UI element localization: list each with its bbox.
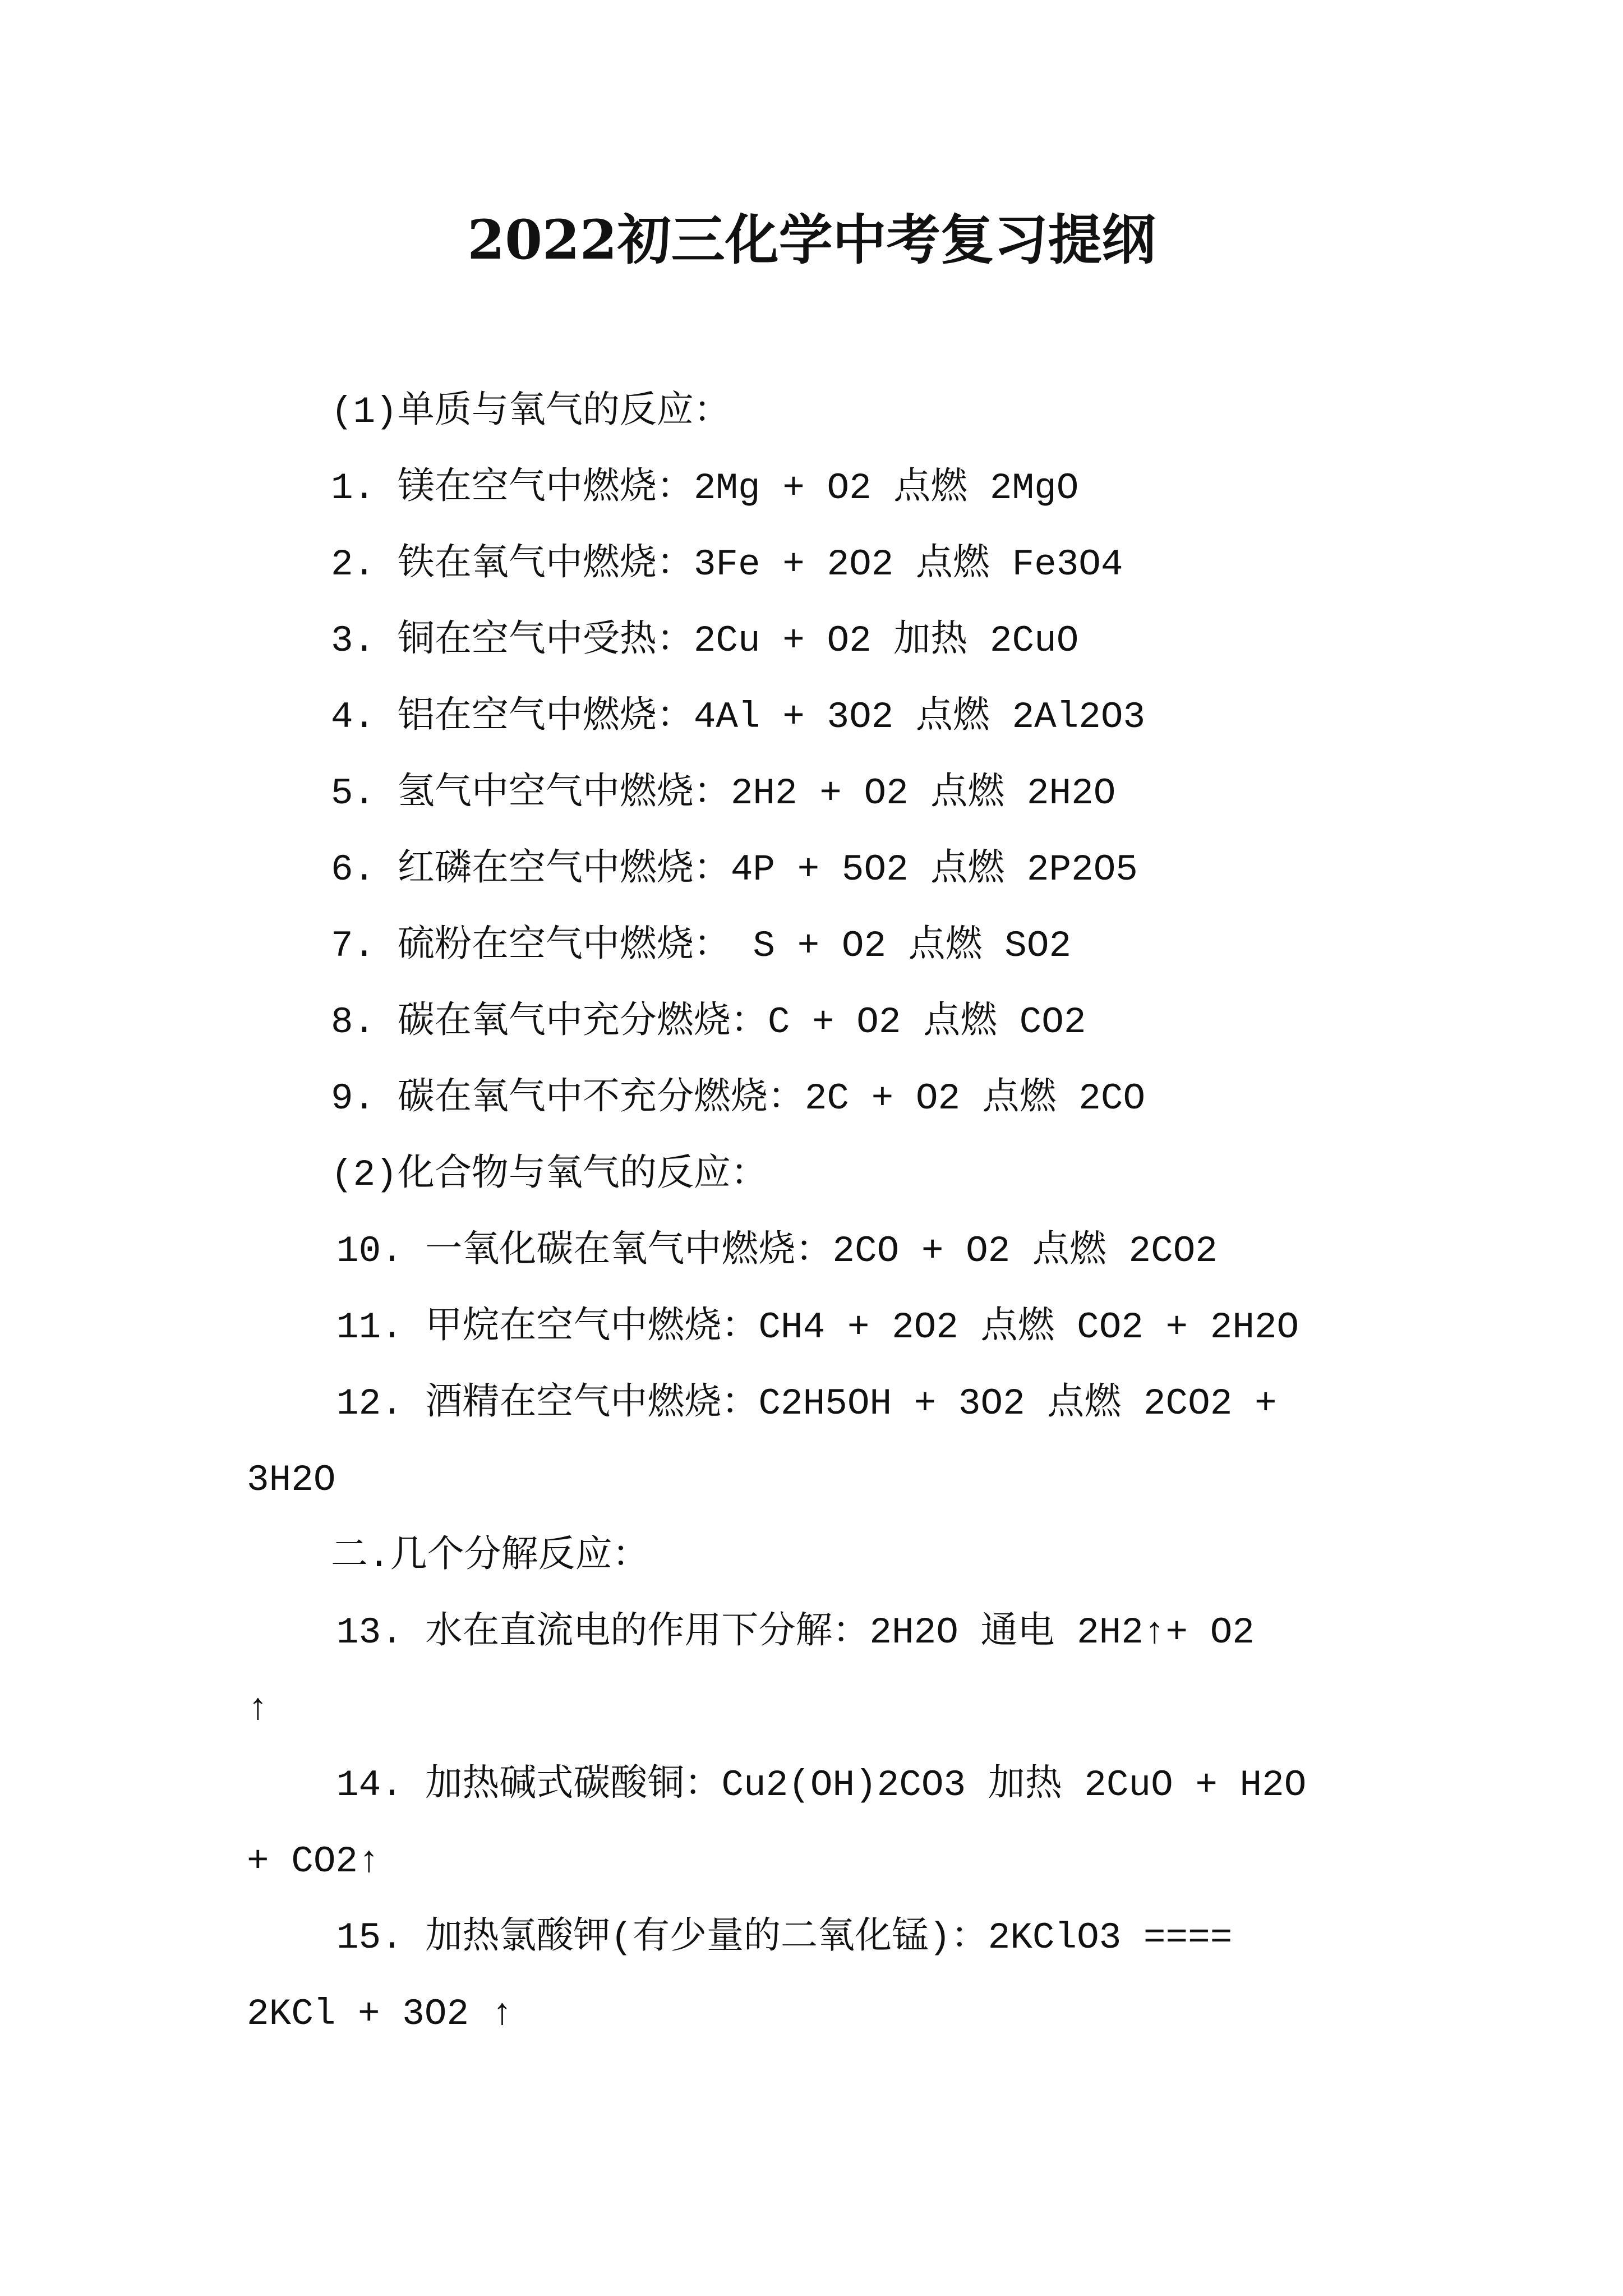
equation-continuation: 2KCl + 3O2 ↑ bbox=[247, 1993, 514, 2035]
equation-line: 2. 铁在氧气中燃烧：3Fe + 2O2 点燃 Fe3O4 bbox=[331, 544, 1123, 586]
equation-line: 5. 氢气中空气中燃烧：2H2 + O2 点燃 2H2O bbox=[331, 772, 1116, 815]
section-heading: (1)单质与氧气的反应： bbox=[331, 391, 731, 433]
equation-line: 14. 加热碱式碳酸铜：Cu2(OH)2CO3 加热 2CuO + H2O bbox=[336, 1764, 1307, 1806]
equation-line: 3. 铜在空气中受热：2Cu + O2 加热 2CuO bbox=[331, 620, 1079, 662]
equation-line: 15. 加热氯酸钾(有少量的二氧化锰)：2KClO3 ==== bbox=[336, 1917, 1233, 1959]
equation-line: 7. 硫粉在空气中燃烧： S + O2 点燃 SO2 bbox=[331, 925, 1072, 967]
equation-line: 8. 碳在氧气中充分燃烧：C + O2 点燃 CO2 bbox=[331, 1001, 1086, 1043]
equation-line: 9. 碳在氧气中不充分燃烧：2C + O2 点燃 2CO bbox=[331, 1078, 1146, 1120]
equation-line: 13. 水在直流电的作用下分解：2H2O 通电 2H2↑+ O2 bbox=[336, 1612, 1255, 1654]
section-heading: (2)化合物与氧气的反应： bbox=[331, 1154, 768, 1196]
document-title: 2022初三化学中考复习提纲 bbox=[467, 208, 1156, 272]
equation-line: 6. 红磷在空气中燃烧：4P + 5O2 点燃 2P2O5 bbox=[331, 849, 1138, 891]
equation-line: 11. 甲烷在空气中燃烧：CH4 + 2O2 点燃 CO2 + 2H2O bbox=[336, 1306, 1299, 1349]
equation-line: 10. 一氧化碳在氧气中燃烧：2CO + O2 点燃 2CO2 bbox=[336, 1230, 1218, 1272]
equation-continuation: + CO2↑ bbox=[247, 1841, 380, 1883]
equation-line: 12. 酒精在空气中燃烧：C2H5OH + 3O2 点燃 2CO2 + bbox=[336, 1383, 1277, 1425]
equation-line: 4. 铝在空气中燃烧：4Al + 3O2 点燃 2Al2O3 bbox=[331, 696, 1146, 738]
section-heading: 二.几个分解反应： bbox=[331, 1535, 649, 1577]
equation-continuation: ↑ bbox=[247, 1688, 269, 1730]
equation-continuation: 3H2O bbox=[247, 1459, 336, 1501]
equation-line: 1. 镁在空气中燃烧：2Mg + O2 点燃 2MgO bbox=[331, 467, 1079, 509]
